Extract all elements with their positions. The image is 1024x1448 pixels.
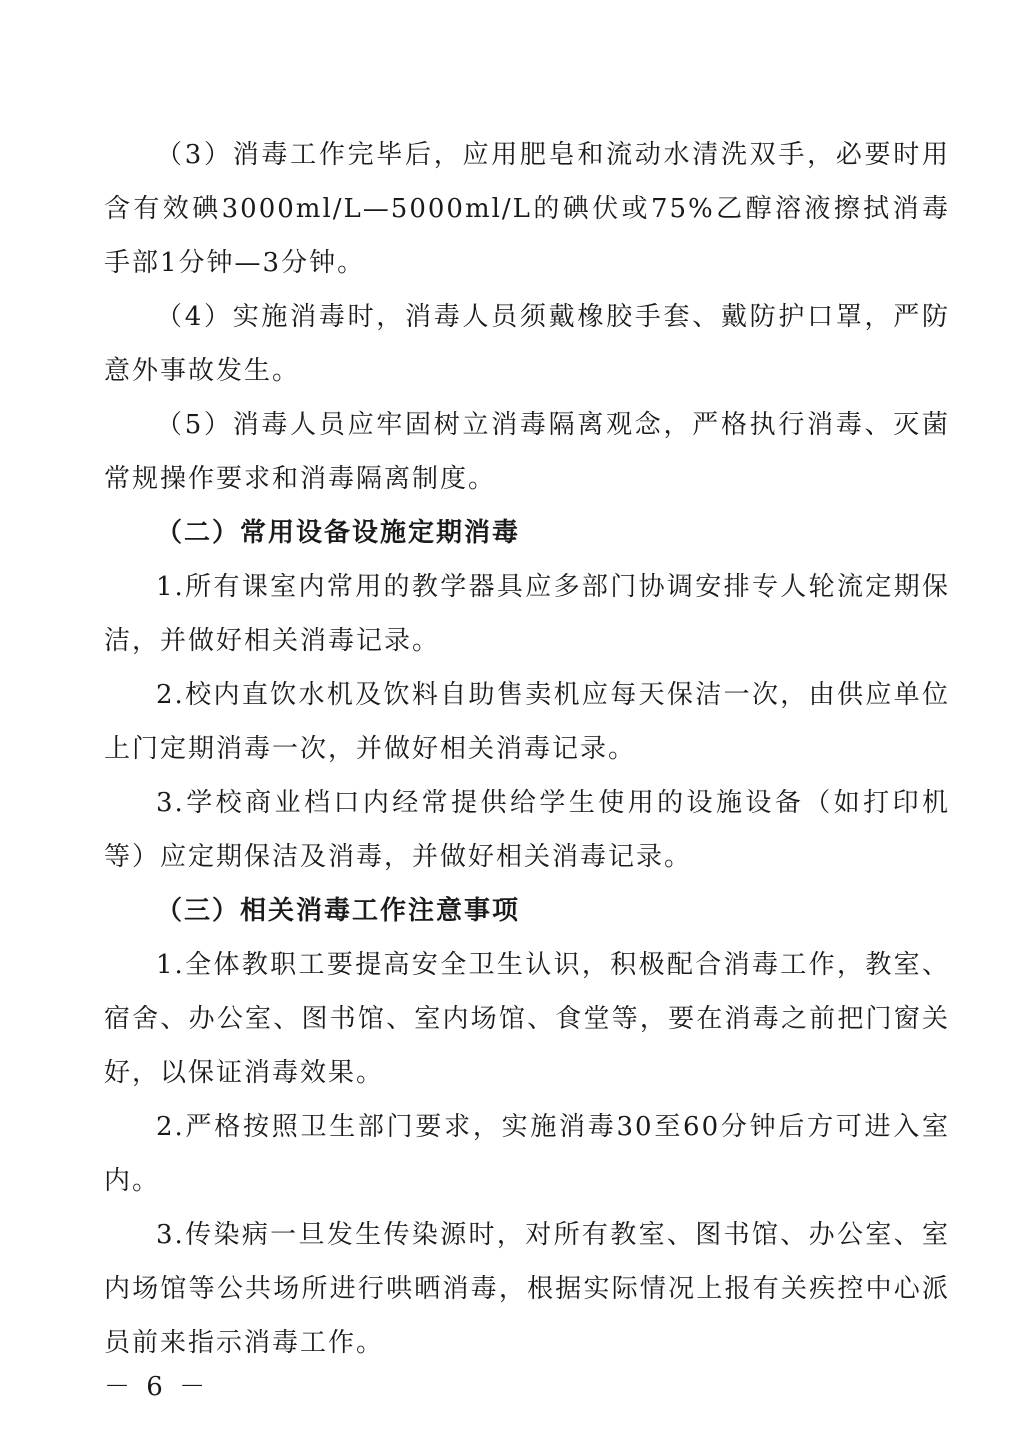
paragraph-water-vending-machines: 2.校内直饮水机及饮料自助售卖机应每天保洁一次，由供应单位上门定期消毒一次，并做好相关消毒记录。	[104, 680, 950, 764]
paragraph-protective-gear: （4）实施消毒时，消毒人员须戴橡胶手套、戴防护口罩，严防意外事故发生。	[104, 302, 950, 386]
paragraph-staff-cooperation: 1.全体教职工要提高安全卫生认识，积极配合消毒工作，教室、宿舍、办公室、图书馆、室内场馆、食堂等，要在消毒之前把门窗关好，以保证消毒效果。	[104, 950, 950, 1088]
paragraph-disinfection-handwashing: （3）消毒工作完毕后，应用肥皂和流动水清洗双手，必要时用含有效碘3000ml/L—5000ml/L的碘伏或75%乙醇溶液擦拭消毒手部1分钟—3分钟。	[104, 140, 950, 278]
paragraph-isolation-concept: （5）消毒人员应牢固树立消毒隔离观念，严格执行消毒、灭菌常规操作要求和消毒隔离制度。	[104, 410, 950, 494]
paragraph-reentry-time: 2.严格按照卫生部门要求，实施消毒30至60分钟后方可进入室内。	[104, 1112, 950, 1196]
document-body	[104, 128, 950, 1370]
paragraph-classroom-equipment: 1.所有课室内常用的教学器具应多部门协调安排专人轮流定期保洁，并做好相关消毒记录。	[104, 572, 950, 656]
section-heading-precautions: （三）相关消毒工作注意事项	[156, 896, 521, 926]
paragraph-commercial-stalls: 3.学校商业档口内经常提供给学生使用的设施设备（如打印机等）应定期保洁及消毒，并做好相关消毒记录。	[104, 788, 950, 872]
section-heading-equipment: （二）常用设备设施定期消毒	[156, 518, 521, 548]
paragraph-infection-source: 3.传染病一旦发生传染源时，对所有教室、图书馆、办公室、室内场馆等公共场所进行哄晒消毒，根据实际情况上报有关疾控中心派员前来指示消毒工作。	[104, 1220, 950, 1358]
page-number: － 6 －	[104, 1372, 210, 1402]
